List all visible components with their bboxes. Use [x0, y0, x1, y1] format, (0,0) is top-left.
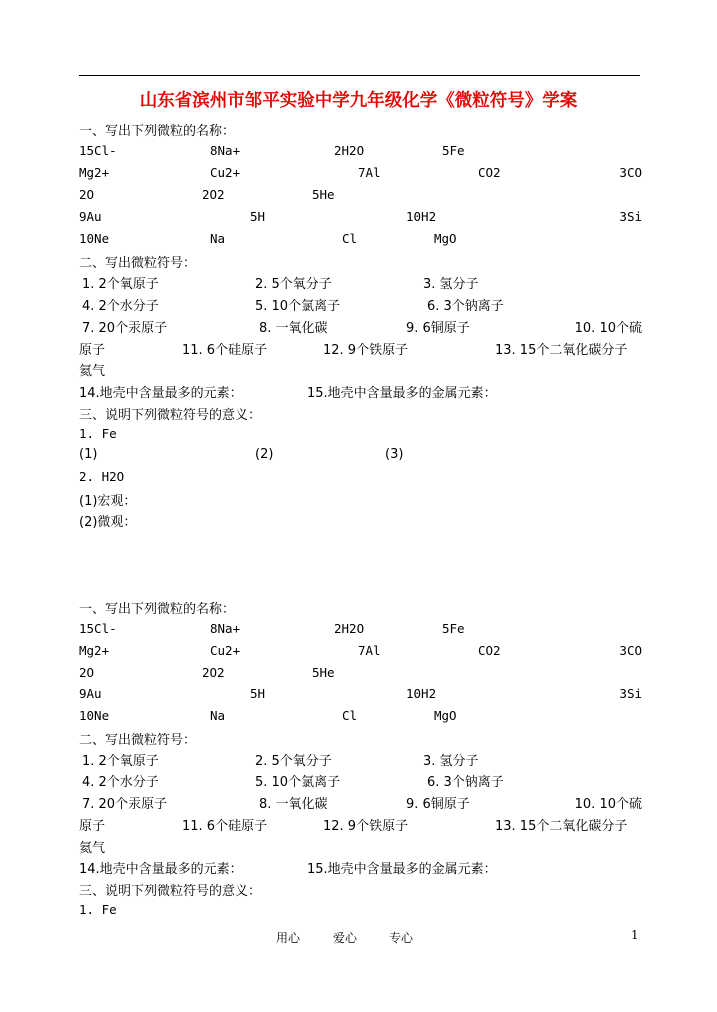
s2-item: 13. 15个二氧化碳分子 — [495, 819, 628, 834]
s1-row-1 — [79, 143, 642, 165]
s2-item: 氦气 — [79, 364, 106, 379]
s1-item: 10Ne — [79, 708, 110, 723]
s1-item: 10Ne — [79, 231, 110, 246]
s2-item: 4. 2个水分子 — [82, 775, 159, 790]
s2-item: 3. 氢分子 — [423, 754, 479, 769]
s2-item: 11. 6个硅原子 — [182, 819, 268, 834]
s1-item: Mg2+ — [79, 165, 110, 180]
s1-item: 5Fe — [442, 143, 465, 158]
s2-item: 11. 6个硅原子 — [182, 343, 268, 358]
s1-item: 5He — [312, 187, 335, 202]
s1-item: CO2 — [478, 165, 501, 180]
s2-item: 原子 — [79, 819, 106, 834]
s1-item: 3Si — [619, 686, 642, 701]
s2-row-5 — [79, 360, 642, 382]
s2-q15: 15.地壳中含量最多的金属元素： — [307, 386, 497, 401]
s1-item: 2H2O — [334, 621, 365, 636]
s1-item: Cu2+ — [210, 643, 241, 658]
s2-row-5 — [79, 837, 642, 859]
s1-item: 10H2 — [406, 686, 437, 701]
s2-item: 6. 3个钠离子 — [427, 299, 504, 314]
s1-item: 5H — [250, 686, 266, 701]
s2-row-4 — [79, 339, 642, 361]
s1-item: Na — [210, 231, 226, 246]
section-3-heading: 三、说明下列微粒符号的意义： — [79, 884, 262, 899]
s1-item: 15Cl- — [79, 143, 117, 158]
s2-row-4 — [79, 815, 642, 837]
s1-row-2 — [79, 165, 642, 187]
s2-q14: 14.地壳中含量最多的元素： — [79, 386, 243, 401]
s1-item: 9Au — [79, 686, 102, 701]
s1-item: 5H — [250, 209, 266, 224]
s1-row-4 — [79, 686, 642, 708]
s2-item: 9. 6铜原子 — [406, 321, 470, 336]
s1-item: 2O — [79, 187, 95, 202]
s1-item: Cl — [342, 708, 358, 723]
s1-item: 3CO — [619, 643, 642, 658]
s2-row-1 — [79, 273, 642, 295]
s3-part: (1) — [79, 447, 98, 462]
s3-part: (3) — [385, 447, 404, 462]
s1-item: MgO — [434, 708, 457, 723]
section-3-heading: 三、说明下列微粒符号的意义： — [79, 408, 262, 423]
s2-item: 12. 9个铁原子 — [323, 819, 409, 834]
footer-text: 专心 — [389, 931, 414, 945]
s3-q1-parts — [79, 447, 642, 469]
footer-text: 爱心 — [333, 931, 358, 945]
s2-item: 10. 10个硫 — [574, 321, 642, 336]
s2-item: 7. 20个汞原子 — [82, 797, 168, 812]
s2-item: 3. 氢分子 — [423, 277, 479, 292]
s1-item: 3Si — [619, 209, 642, 224]
s3-q2: 2. H2O — [79, 469, 125, 484]
s1-item: 2O2 — [202, 665, 225, 680]
s3-part: (2) — [255, 447, 274, 462]
s2-row-3 — [79, 793, 642, 815]
section-2-heading: 二、写出微粒符号： — [79, 256, 197, 271]
s1-item: 2O2 — [202, 187, 225, 202]
s3-q1: 1. Fe — [79, 902, 117, 917]
s2-row-3 — [79, 317, 642, 339]
s1-row-4 — [79, 209, 642, 231]
section-1-heading: 一、写出下列微粒的名称： — [79, 124, 236, 139]
s2-item: 5. 10个氯离子 — [255, 299, 341, 314]
s1-row-5 — [79, 231, 642, 253]
s1-item: 7Al — [358, 165, 381, 180]
s1-item: 5Fe — [442, 621, 465, 636]
s2-item: 2. 5个氧分子 — [255, 754, 332, 769]
s1-row-5 — [79, 708, 642, 730]
s2-item: 1. 2个氧原子 — [82, 277, 159, 292]
s2-item: 13. 15个二氧化碳分子 — [495, 343, 628, 358]
header-rule — [79, 75, 640, 76]
s1-item: 3CO — [619, 165, 642, 180]
s2-item: 12. 9个铁原子 — [323, 343, 409, 358]
s1-item: 9Au — [79, 209, 102, 224]
s2-item: 6. 3个钠离子 — [427, 775, 504, 790]
s2-row-1 — [79, 750, 642, 772]
s2-item: 4. 2个水分子 — [82, 299, 159, 314]
s1-item: Cu2+ — [210, 165, 241, 180]
s2-item: 10. 10个硫 — [574, 797, 642, 812]
s1-item: Mg2+ — [79, 643, 110, 658]
s2-item: 2. 5个氧分子 — [255, 277, 332, 292]
s2-q14: 14.地壳中含量最多的元素： — [79, 862, 243, 877]
s2-row-2 — [79, 771, 642, 793]
footer-text: 用心 — [276, 931, 301, 945]
s3-q2-micro: (2)微观： — [79, 515, 137, 530]
s1-item: 5He — [312, 665, 335, 680]
s1-item: 8Na+ — [210, 621, 241, 636]
section-2-heading: 二、写出微粒符号： — [79, 733, 197, 748]
s1-item: CO2 — [478, 643, 501, 658]
s3-q2-macro: (1)宏观： — [79, 494, 137, 509]
s2-row-2 — [79, 295, 642, 317]
s1-item: 2H2O — [334, 143, 365, 158]
s1-item: 10H2 — [406, 209, 437, 224]
page-number: 1 — [631, 928, 639, 942]
s2-row-6 — [79, 382, 642, 404]
section-1-heading: 一、写出下列微粒的名称： — [79, 602, 236, 617]
s1-item: Na — [210, 708, 226, 723]
page-title: 山东省滨州市邹平实验中学九年级化学《微粒符号》学案 — [139, 91, 578, 111]
s2-item: 8. 一氧化碳 — [259, 321, 328, 336]
s2-item: 9. 6铜原子 — [406, 797, 470, 812]
s2-item: 氦气 — [79, 841, 106, 856]
s1-item: 7Al — [358, 643, 381, 658]
s3-q1: 1. Fe — [79, 426, 117, 441]
s2-row-6 — [79, 858, 642, 880]
s2-item: 5. 10个氯离子 — [255, 775, 341, 790]
s2-item: 原子 — [79, 343, 106, 358]
s2-item: 7. 20个汞原子 — [82, 321, 168, 336]
s1-item: MgO — [434, 231, 457, 246]
s1-row-3 — [79, 187, 642, 209]
s1-row-3 — [79, 665, 642, 687]
s2-item: 8. 一氧化碳 — [259, 797, 328, 812]
s2-q15: 15.地壳中含量最多的金属元素： — [307, 862, 497, 877]
s1-item: 15Cl- — [79, 621, 117, 636]
s2-item: 1. 2个氧原子 — [82, 754, 159, 769]
s1-row-2 — [79, 643, 642, 665]
s1-item: 2O — [79, 665, 95, 680]
s1-item: Cl — [342, 231, 358, 246]
s1-item: 8Na+ — [210, 143, 241, 158]
s1-row-1 — [79, 621, 642, 643]
